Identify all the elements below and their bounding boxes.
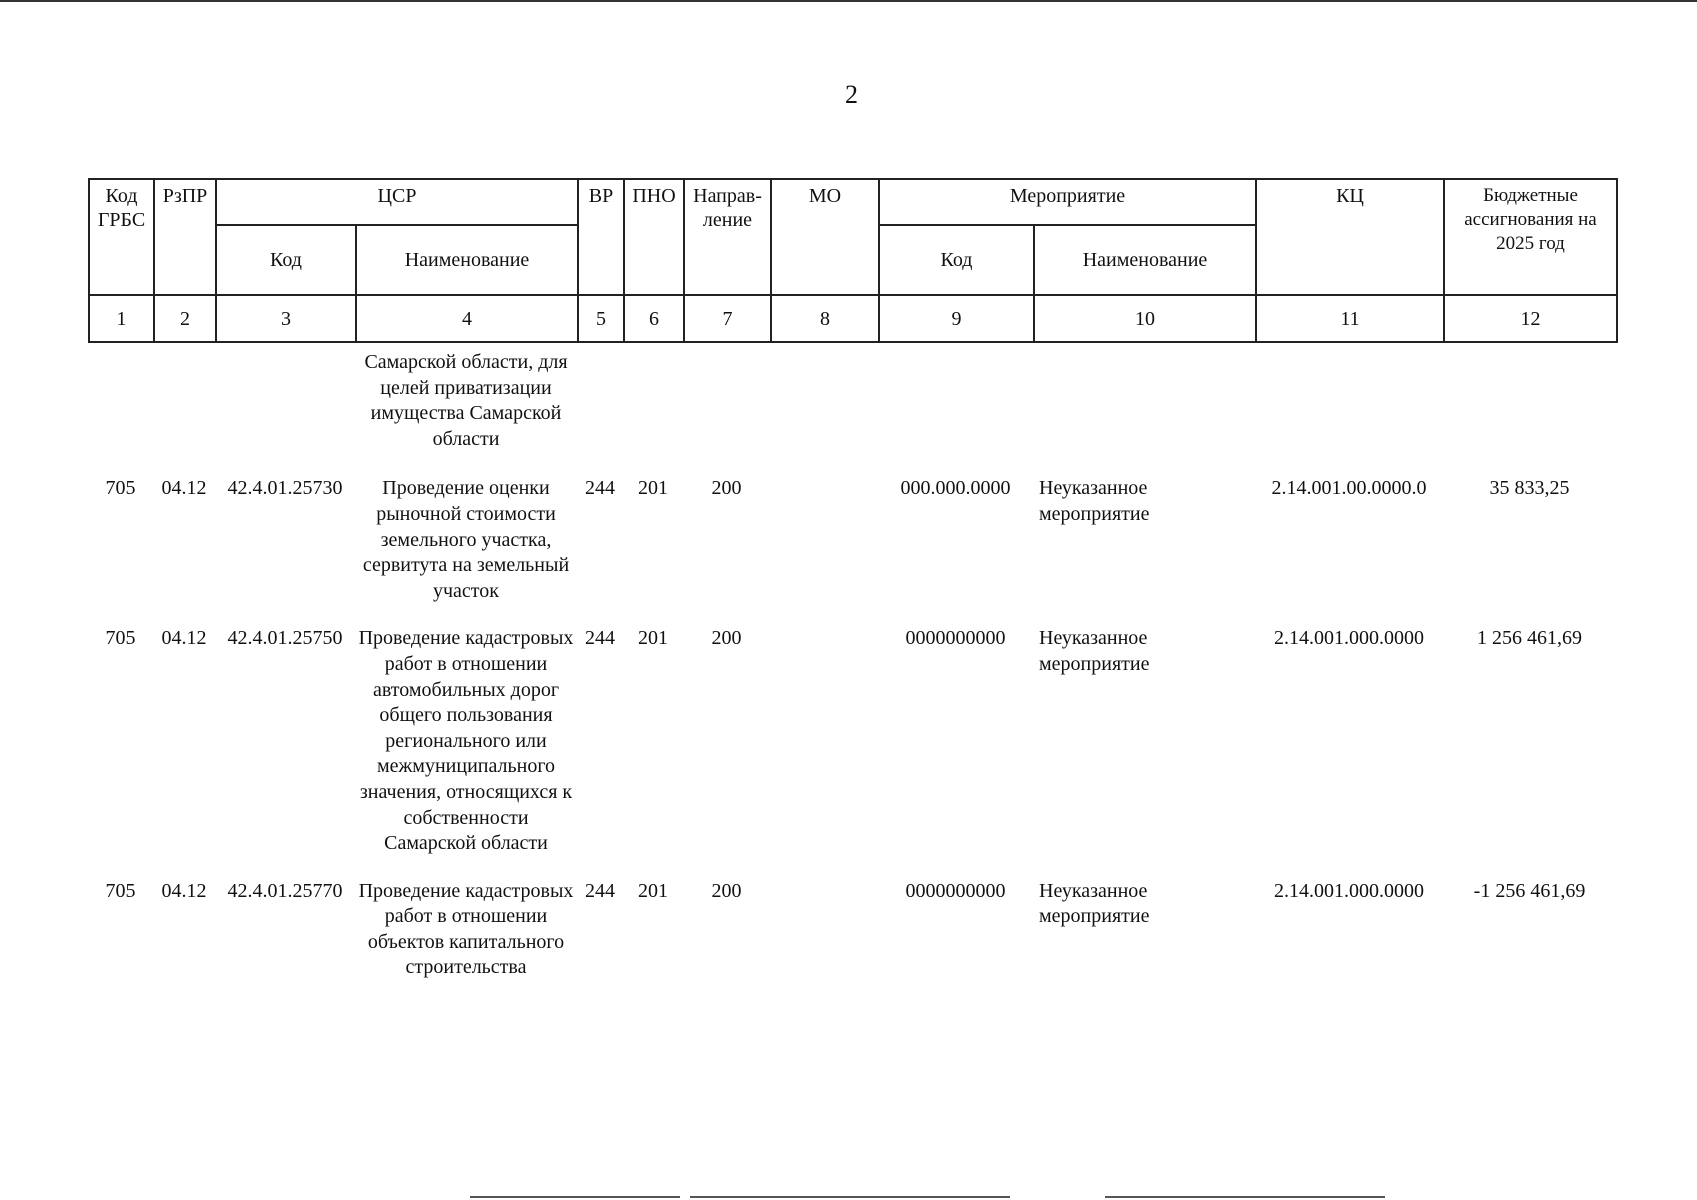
cell-rzpr: 04.12	[161, 879, 207, 902]
cell-amount: 35 833,25	[1489, 477, 1570, 500]
header-mo: МО	[771, 179, 879, 295]
column-number: 5	[578, 295, 624, 342]
column-number: 12	[1444, 295, 1617, 342]
cell-pno: 201	[638, 879, 668, 902]
column-number: 3	[216, 295, 356, 342]
page-number: 2	[845, 80, 858, 109]
cell-mer-name: Неуказанное мероприятие	[1039, 477, 1150, 525]
header-kc: КЦ	[1256, 179, 1444, 295]
cell-kod-grbs: 705	[105, 879, 136, 902]
bottom-rule	[690, 1196, 1010, 1198]
cell-vr: 244	[585, 477, 615, 500]
cell-mer-code: 0000000000	[905, 627, 1006, 650]
cell-kod-grbs: 705	[105, 477, 136, 500]
cell-amount: 1 256 461,69	[1477, 627, 1582, 650]
column-number: 1	[89, 295, 154, 342]
cell-mer-name: Неуказанное мероприятие	[1039, 879, 1150, 928]
cell-napravlenie: 200	[711, 477, 742, 500]
header-vr: ВР	[578, 179, 624, 295]
table-header	[88, 178, 1618, 343]
bottom-rule	[470, 1196, 680, 1198]
cell-mo	[770, 626, 878, 878]
header-meropriyatie: Мероприятие	[879, 179, 1256, 225]
column-number: 7	[684, 295, 771, 342]
header-napravlenie: Направ-ление	[684, 179, 771, 295]
header-budget: Бюджетные ассигнования на 2025 год	[1444, 179, 1617, 295]
header-csr: ЦСР	[216, 179, 578, 225]
column-number: 9	[879, 295, 1034, 342]
column-number-row	[89, 295, 1617, 342]
header-mer-kod: Код	[879, 225, 1034, 295]
table-row	[88, 879, 1616, 1003]
table-row	[88, 626, 1616, 878]
cell-csr-name: Проведение кадастровых работ в отношении объектов капитального строительства	[358, 879, 574, 979]
cell-napravlenie: 200	[711, 879, 742, 902]
cell-csr-code: 42.4.01.25770	[227, 879, 343, 902]
cell-mer-code: 000.000.0000	[900, 477, 1011, 500]
cell-kc: 2.14.001.00.0000.0	[1271, 477, 1427, 500]
cell-kod-grbs: 705	[105, 627, 136, 650]
cell-vr: 244	[585, 879, 615, 902]
header-mer-name: Наименование	[1034, 225, 1256, 295]
cell-mer-name: Неуказанное мероприятие	[1039, 627, 1150, 675]
cell-rzpr: 04.12	[161, 477, 207, 500]
cell-csr-name: Проведение оценки рыночной стоимости земельного участка, сервитута на земельный участок	[362, 477, 570, 602]
cell-mo	[770, 476, 878, 626]
cell-napravlenie: 200	[711, 627, 742, 650]
header-kod-grbs: Код ГРБС	[89, 179, 154, 295]
continuation-row	[88, 350, 1616, 476]
cell-amount: -1 256 461,69	[1473, 879, 1586, 902]
cell-csr-code: 42.4.01.25730	[227, 477, 343, 500]
cell-mo	[770, 879, 878, 1003]
header-csr-name: Наименование	[356, 225, 578, 295]
column-number: 6	[624, 295, 684, 342]
header-rzpr: РзПР	[154, 179, 216, 295]
cell-csr-name: Проведение кадастровых работ в отношении автомобильных дорог общего пользования регионального или межмуниципального значения, относящихся к собственности Самарской области	[358, 627, 574, 855]
continuation-name: Самарской области, для целей приватизации имущества Самарской области	[364, 351, 568, 450]
cell-mer-code: 0000000000	[905, 879, 1006, 902]
cell-pno: 201	[638, 477, 668, 500]
header-pno: ПНО	[624, 179, 684, 295]
cell-pno: 201	[638, 627, 668, 650]
column-number: 8	[771, 295, 879, 342]
bottom-rule	[1105, 1196, 1385, 1198]
column-number: 10	[1034, 295, 1256, 342]
cell-vr: 244	[585, 627, 615, 650]
cell-csr-code: 42.4.01.25750	[227, 627, 343, 650]
cell-kc: 2.14.001.000.0000	[1274, 627, 1424, 650]
cell-rzpr: 04.12	[161, 627, 207, 650]
column-number: 2	[154, 295, 216, 342]
top-border-line	[0, 0, 1697, 2]
header-csr-kod: Код	[216, 225, 356, 295]
table-body	[88, 350, 1616, 1003]
table-row	[88, 476, 1616, 626]
cell-kc: 2.14.001.000.0000	[1274, 879, 1424, 902]
column-number: 11	[1256, 295, 1444, 342]
column-number: 4	[356, 295, 578, 342]
